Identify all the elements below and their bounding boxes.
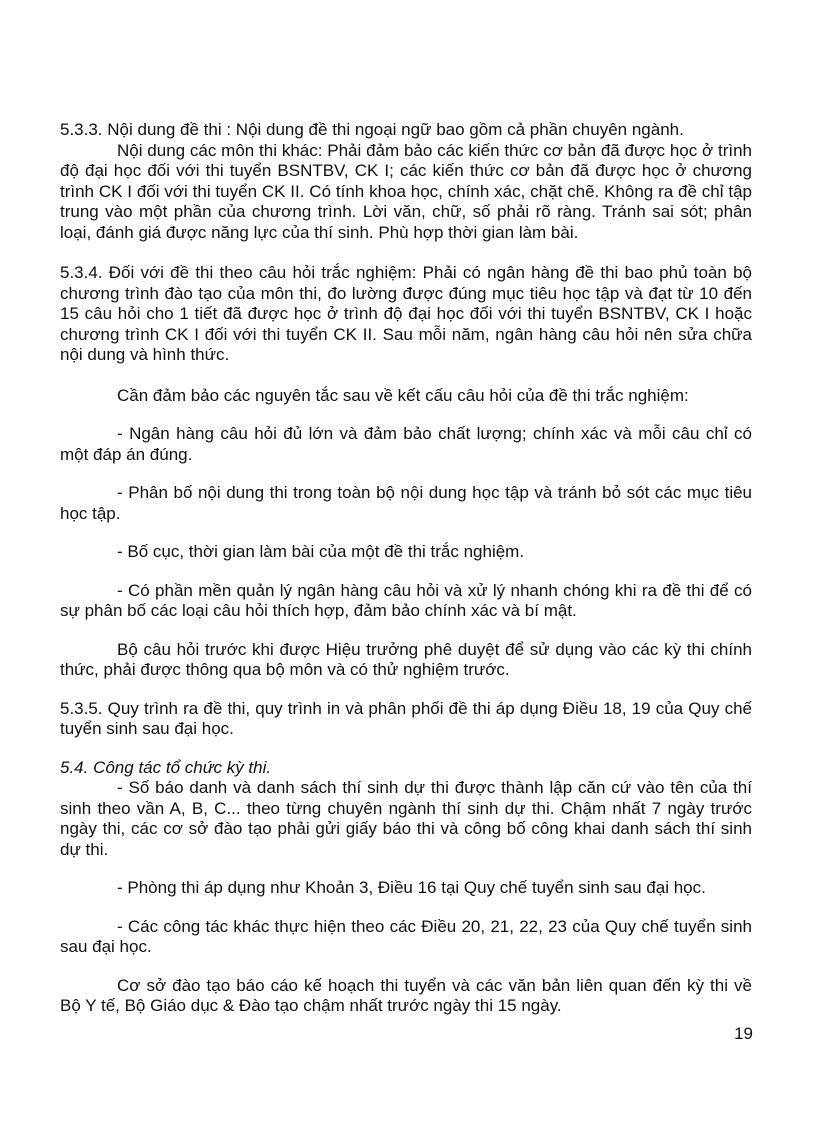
paragraph-533-heading: 5.3.3. Nội dung đề thi : Nội dung đề thi ngoại ngữ bao gồm cả phần chuyên ngành. [60, 120, 684, 139]
list-item-candidate-numbers: - Số báo danh và danh sách thí sinh dự thi được thành lập căn cứ vào tên của thí sinh theo vần A, B, C... theo từng chuyên ngành thí sinh dự thi. Chậm nhất 7 ngày trước ngày thi, các cơ sở đào tạo phải gửi giấy báo thi và công bố công khai danh sách thí sinh dự thi. [60, 778, 752, 859]
paragraph-535: 5.3.5. Quy trình ra đề thi, quy trình in và phân phối đề thi áp dụng Điều 18, 19 của Quy chế tuyển sinh sau đại học. [60, 698, 752, 738]
list-item-question-bank: - Ngân hàng câu hỏi đủ lớn và đảm bảo chất lượng; chính xác và mỗi câu chỉ có một đáp án đúng. [60, 424, 752, 464]
paragraph-534: 5.3.4. Đối với đề thi theo câu hỏi trắc nghiệm: Phải có ngân hàng đề thi bao phủ toàn bộ chương trình đào tạo của môn thi, đo lường được đúng mục tiêu học tập và đạt từ 10 đến 15 câu hỏi cho 1 tiết đã được học ở trình độ đại học đối với thi tuyển BSNTBV, CK I hoặc chương trình CK I đối với thi tuyển CK II. Sau mỗi năm, ngân hàng câu hỏi nên sửa chữa nội dung và hình thức. [60, 263, 752, 364]
section-heading-54: 5.4. Công tác tổ chức kỳ thi. [60, 757, 272, 777]
list-item-exam-rooms: - Phòng thi áp dụng như Khoản 3, Điều 16 tại Quy chế tuyển sinh sau đại học. [117, 878, 706, 897]
paragraph-approval: Bộ câu hỏi trước khi được Hiệu trưởng phê duyệt để sử dụng vào các kỳ thi chính thức, phải được thông qua bộ môn và có thử nghiệm trước. [60, 639, 752, 679]
page-number: 19 [734, 1024, 753, 1043]
list-item-content-distribution: - Phân bố nội dung thi trong toàn bộ nội dung học tập và tránh bỏ sót các mục tiêu học tập. [60, 483, 752, 523]
document-page [60, 120, 752, 1017]
paragraph-reporting: Cơ sở đào tạo báo cáo kế hoạch thi tuyển và các văn bản liên quan đến kỳ thi về Bộ Y tế, Bộ Giáo dục & Đào tạo chậm nhất trước ngày thi 15 ngày. [60, 975, 752, 1015]
paragraph-principles-intro: Cần đảm bảo các nguyên tắc sau về kết cấu câu hỏi của đề thi trắc nghiệm: [117, 385, 689, 405]
list-item-software: - Có phần mền quản lý ngân hàng câu hỏi và xử lý nhanh chóng khi ra đề thi để có sự phân bố các loại câu hỏi thích hợp, đảm bảo chính xác và bí mật. [60, 580, 752, 620]
paragraph-other-subjects: Nội dung các môn thi khác: Phải đảm bảo các kiến thức cơ bản đã được học ở trình độ đại học đối với thi tuyển BSNTBV, CK I; các kiến thức cơ bản đã được học ở chương trình CK I đối với thi tuyển CK II. Có tính khoa học, chính xác, chặt chẽ. Không ra đề chỉ tập trung vào một phần của chương trình. Lời văn, chữ, số phải rõ ràng. Tránh sai sót; phân loại, đánh giá được năng lực của thí sinh. Phù hợp thời gian làm bài. [60, 140, 752, 242]
list-item-other-tasks: - Các công tác khác thực hiện theo các Điều 20, 21, 22, 23 của Quy chế tuyển sinh sau đại học. [60, 916, 752, 956]
list-item-layout-time: - Bố cục, thời gian làm bài của một đề thi trắc nghiệm. [117, 542, 525, 561]
